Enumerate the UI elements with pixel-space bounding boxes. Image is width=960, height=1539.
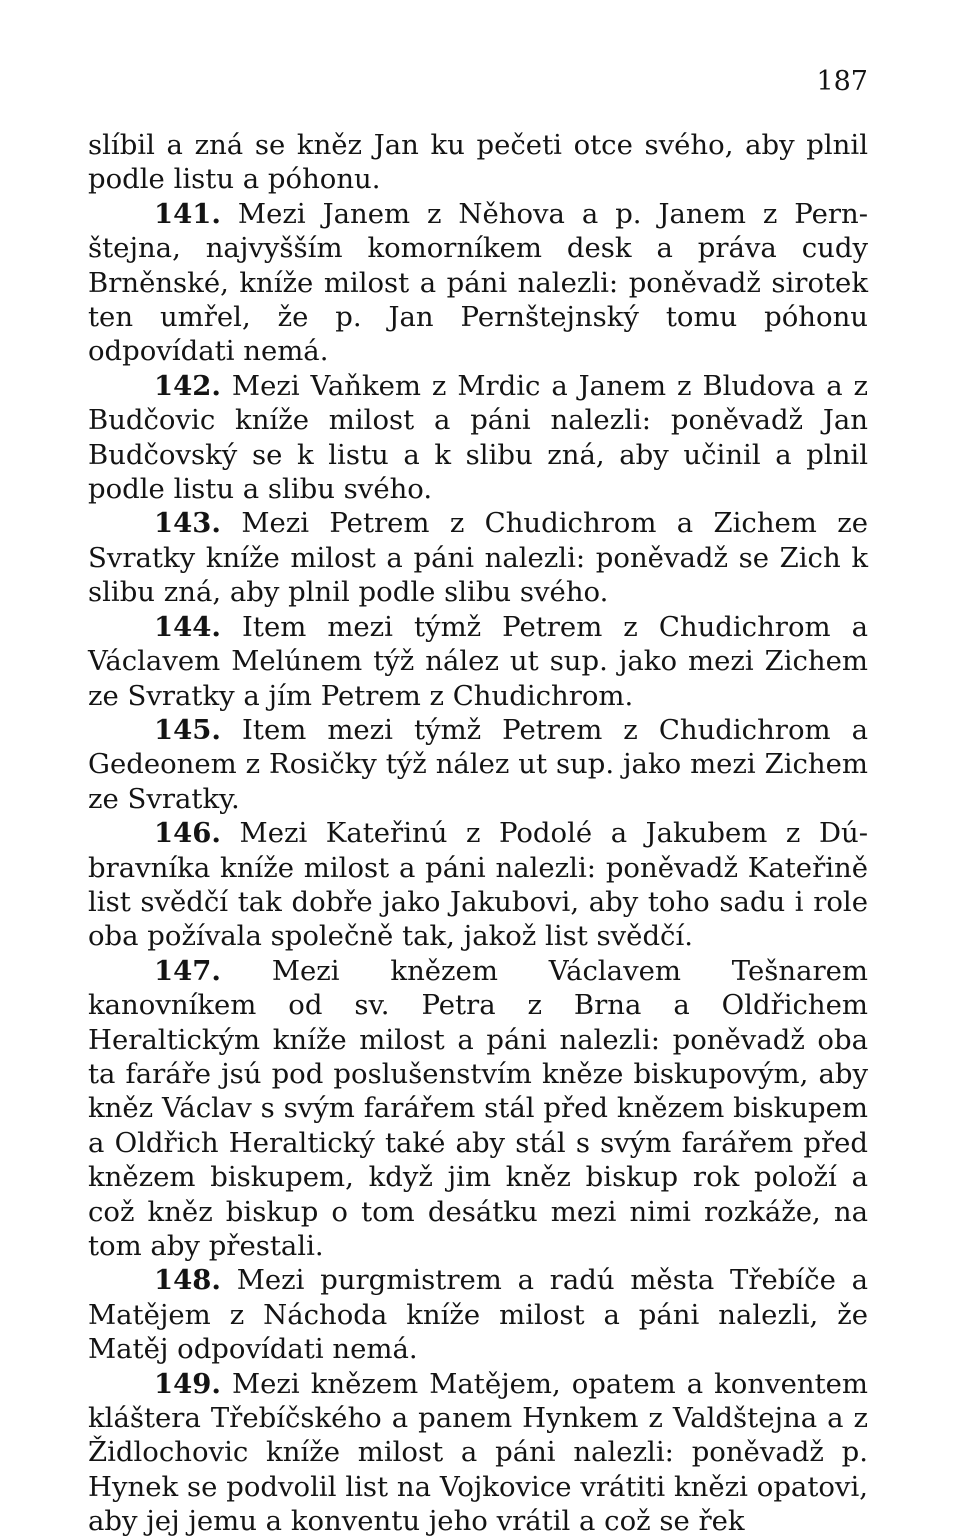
page-number: 187 (816, 66, 868, 97)
paragraph (88, 610, 868, 713)
paragraph-number: 149. (154, 1367, 221, 1400)
paragraph-number: 141. (154, 197, 221, 230)
paragraph-number: 143. (154, 507, 221, 540)
paragraph (88, 954, 868, 1264)
paragraph (88, 369, 868, 507)
paragraph (88, 816, 868, 954)
paragraph (88, 1263, 868, 1366)
paragraph (88, 197, 868, 369)
paragraph-text: Item mezi týmž Petrem z Chudichrom a Gedeonem z Rosičky týž nález ut sup. jako mezi Zichem ze Svratky. (88, 713, 869, 815)
paragraph-number: 142. (154, 369, 221, 402)
paragraph-text: Mezi Kateřinú z Podolé a Jakubem z Dúbravníka kníže milost a páni nalezli: poněvadž Kateřině list svědčí tak dobře jako Jakubovi, aby toho sadu i role oba požívala společně tak, jakož list svědčí. (88, 817, 868, 953)
paragraph-text: Mezi knězem Václavem Tešnarem kanovníkem od sv. Petra z Brna a Oldřichem Heraltickým kníže milost a páni nalezli: poněvadž oba ta faráře jsú pod poslušenstvím kněze biskupovým, aby kněz Václav s svým farářem stál před knězem biskupem a Oldřich Heraltický také aby stál s svým farářem před knězem biskupem, když jim kněz biskup rok položí a což kněz biskup o tom desátku mezi nimi rozkáže, na tom aby přestali. (88, 954, 868, 1262)
paragraph (88, 1367, 868, 1539)
paragraph-number: 146. (154, 817, 221, 850)
paragraph-number: 144. (154, 610, 221, 643)
paragraph-text: Mezi Janem z Něhova a p. Janem z Pernštejna, najvyšším komorníkem desk a práva cudy Brněnské, kníže milost a páni nalezli: poněvadž sirotek ten umřel, že p. Jan Pernštejnský tomu póhonu odpovídati nemá. (88, 197, 868, 368)
paragraph (88, 506, 868, 609)
paragraph-text: Mezi Petrem z Chudichrom a Zichem ze Svratky kníže milost a páni nalezli: poněvadž se Zich k slibu zná, aby plnil podle slibu svého. (88, 507, 868, 609)
paragraph-text: Mezi Vaňkem z Mrdic a Janem z Bludova a z Budčovic kníže milost a páni nalezli: poněvadž Jan Budčovský se k listu a k slibu zná, aby učinil a plnil podle listu a slibu svého. (88, 369, 868, 506)
paragraph (88, 713, 868, 816)
paragraph-text: Item mezi týmž Petrem z Chudichrom a Václavem Melúnem týž nález ut sup. jako mezi Zichem ze Svratky a jím Petrem z Chudichrom. (88, 610, 869, 712)
paragraph (88, 128, 868, 197)
paragraph-text: Mezi knězem Matějem, opatem a konventem kláštera Třebíčského a panem Hynkem z Valdštejna a z Židlochovic kníže milost a páni nalezli: poněvadž p. Hynek se podvolil list na Vojkovice vrátiti knězi opatovi, aby jej jemu a konventu jeho vrátil a což se řek (88, 1367, 868, 1538)
paragraph-number: 147. (154, 954, 221, 987)
paragraph-number: 145. (154, 713, 221, 746)
paragraph-number: 148. (154, 1264, 221, 1297)
page-text (88, 128, 868, 1539)
paragraph-text: Mezi purgmistrem a radú města Třebíče a Matějem z Náchoda kníže milost a páni nalezli, že Matěj odpovídati nemá. (88, 1264, 868, 1366)
paragraph-text: slíbil a zná se kněz Jan ku pečeti otce svého, aby plnil podle listu a póhonu. (88, 129, 868, 196)
